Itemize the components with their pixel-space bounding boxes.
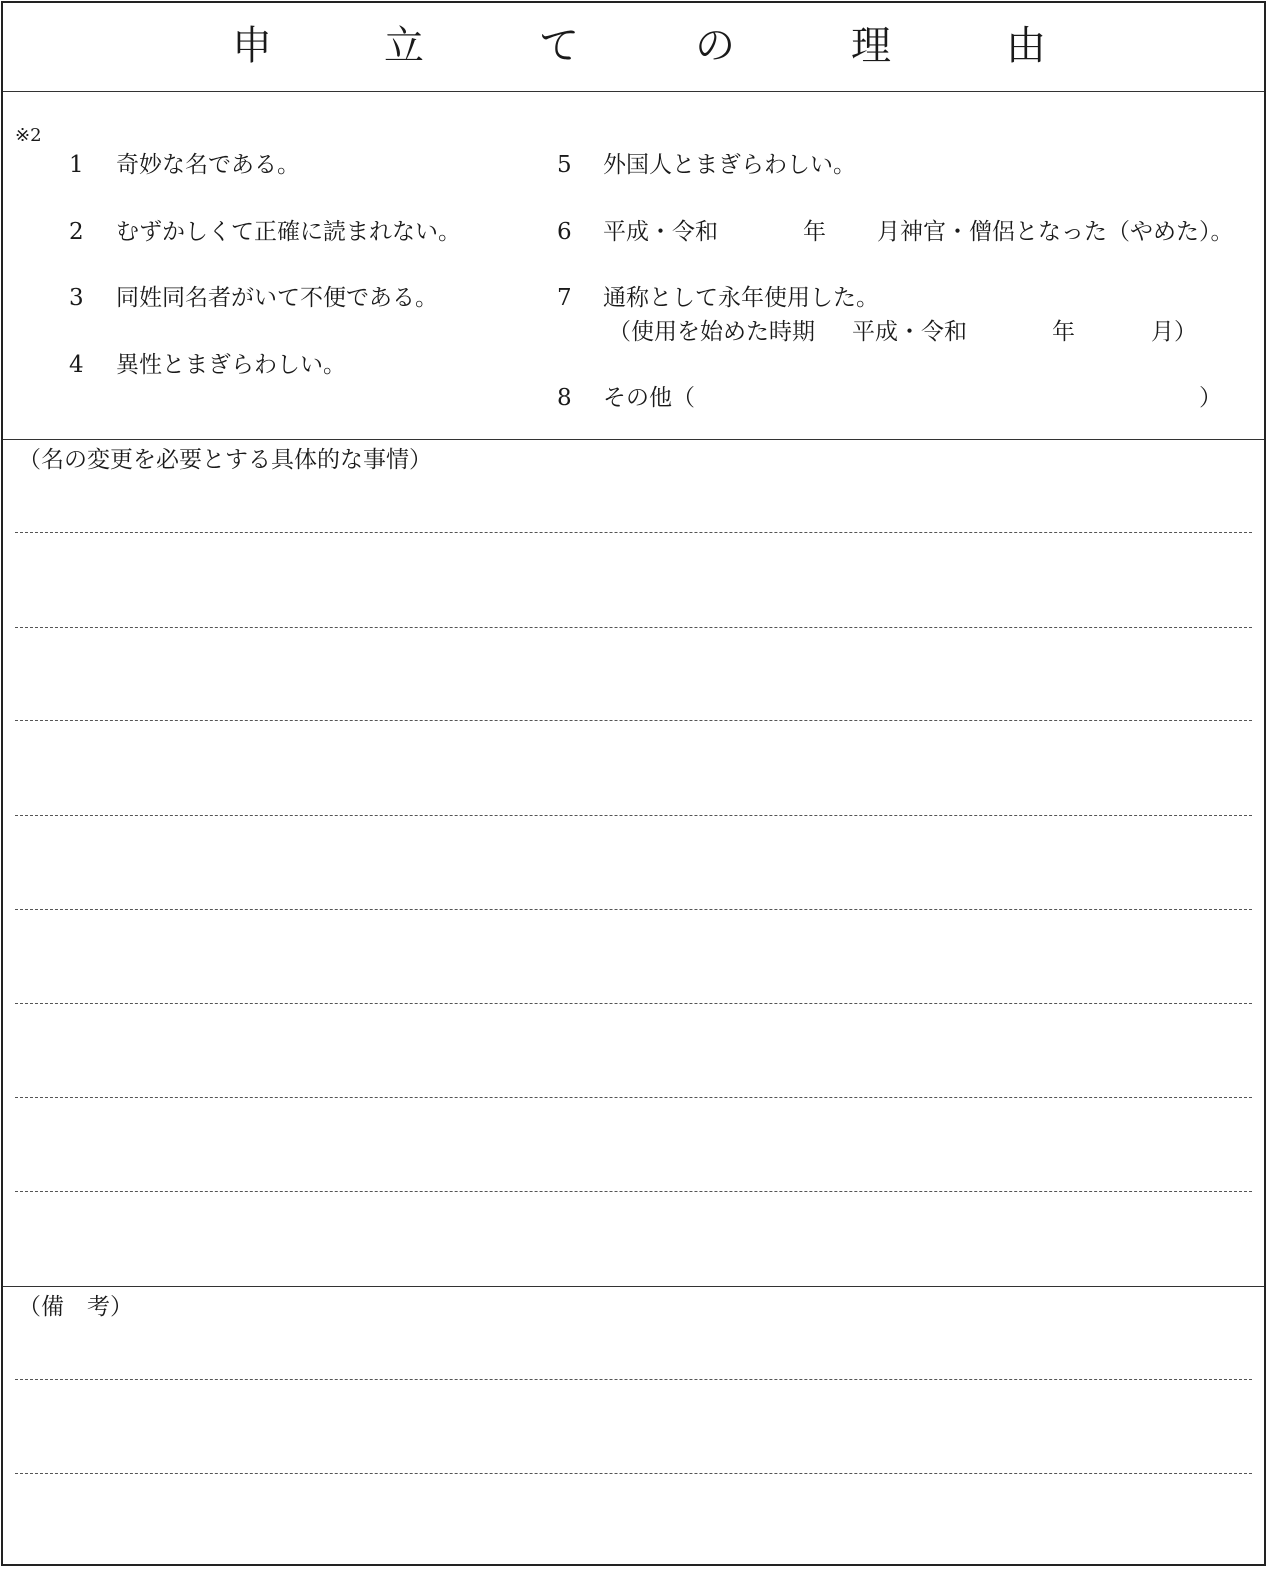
writing-line[interactable] [15, 909, 1252, 910]
reason-text: その他（ [603, 385, 695, 411]
note-mark: ※2 [15, 125, 42, 146]
writing-line[interactable] [15, 1003, 1252, 1004]
title-char: て [539, 23, 579, 69]
writing-line[interactable] [15, 1473, 1252, 1474]
era-label: 平成・令和 [852, 319, 967, 345]
reasons-section [3, 91, 1264, 440]
reason-text: 同姓同名者がいて不便である。 [116, 285, 438, 311]
title-char: 申 [232, 23, 272, 69]
writing-line[interactable] [15, 1097, 1252, 1098]
reason-text: 異性とまぎらわしい。 [116, 352, 346, 378]
writing-line[interactable] [15, 627, 1252, 628]
reason-text: 通称として永年使用した。 [603, 285, 879, 311]
writing-line[interactable] [15, 532, 1252, 533]
year-label: 年 [1052, 319, 1075, 345]
year-label: 年 [803, 219, 826, 245]
reason-text: 奇妙な名である。 [116, 152, 300, 178]
title-row [3, 3, 1264, 92]
details-section [3, 440, 1264, 1287]
reason-number[interactable]: 6 [557, 219, 572, 245]
writing-line[interactable] [15, 1191, 1252, 1192]
writing-line[interactable] [15, 720, 1252, 721]
reason-text: 外国人とまぎらわしい。 [603, 152, 856, 178]
reason-number[interactable]: 1 [69, 152, 84, 178]
writing-line[interactable] [15, 1379, 1252, 1380]
remarks-section [3, 1287, 1264, 1563]
reason-number[interactable]: 7 [557, 285, 572, 311]
details-label: （名の変更を必要とする具体的な事情） [18, 447, 432, 473]
application-reason-form [1, 1, 1266, 1566]
reason-text: むずかしくて正確に読まれない。 [116, 219, 461, 245]
title-char: 理 [851, 23, 891, 69]
reason-number[interactable]: 5 [557, 152, 572, 178]
title-char: 立 [384, 23, 424, 69]
reason-number[interactable]: 3 [69, 285, 84, 311]
title-char: 由 [1006, 23, 1046, 69]
reason-number[interactable]: 2 [69, 219, 84, 245]
title-char: の [695, 23, 735, 69]
reason-number[interactable]: 8 [557, 385, 572, 411]
month-label: 月） [1151, 319, 1197, 345]
closing-paren: ） [1199, 385, 1222, 411]
remarks-label: （備 考） [18, 1294, 133, 1320]
usage-start-label: （使用を始めた時期 [608, 319, 815, 345]
era-label: 平成・令和 [603, 219, 718, 245]
writing-line[interactable] [15, 815, 1252, 816]
reason-number[interactable]: 4 [69, 352, 84, 378]
reason-text: 月神官・僧侶となった（やめた）。 [877, 219, 1234, 245]
